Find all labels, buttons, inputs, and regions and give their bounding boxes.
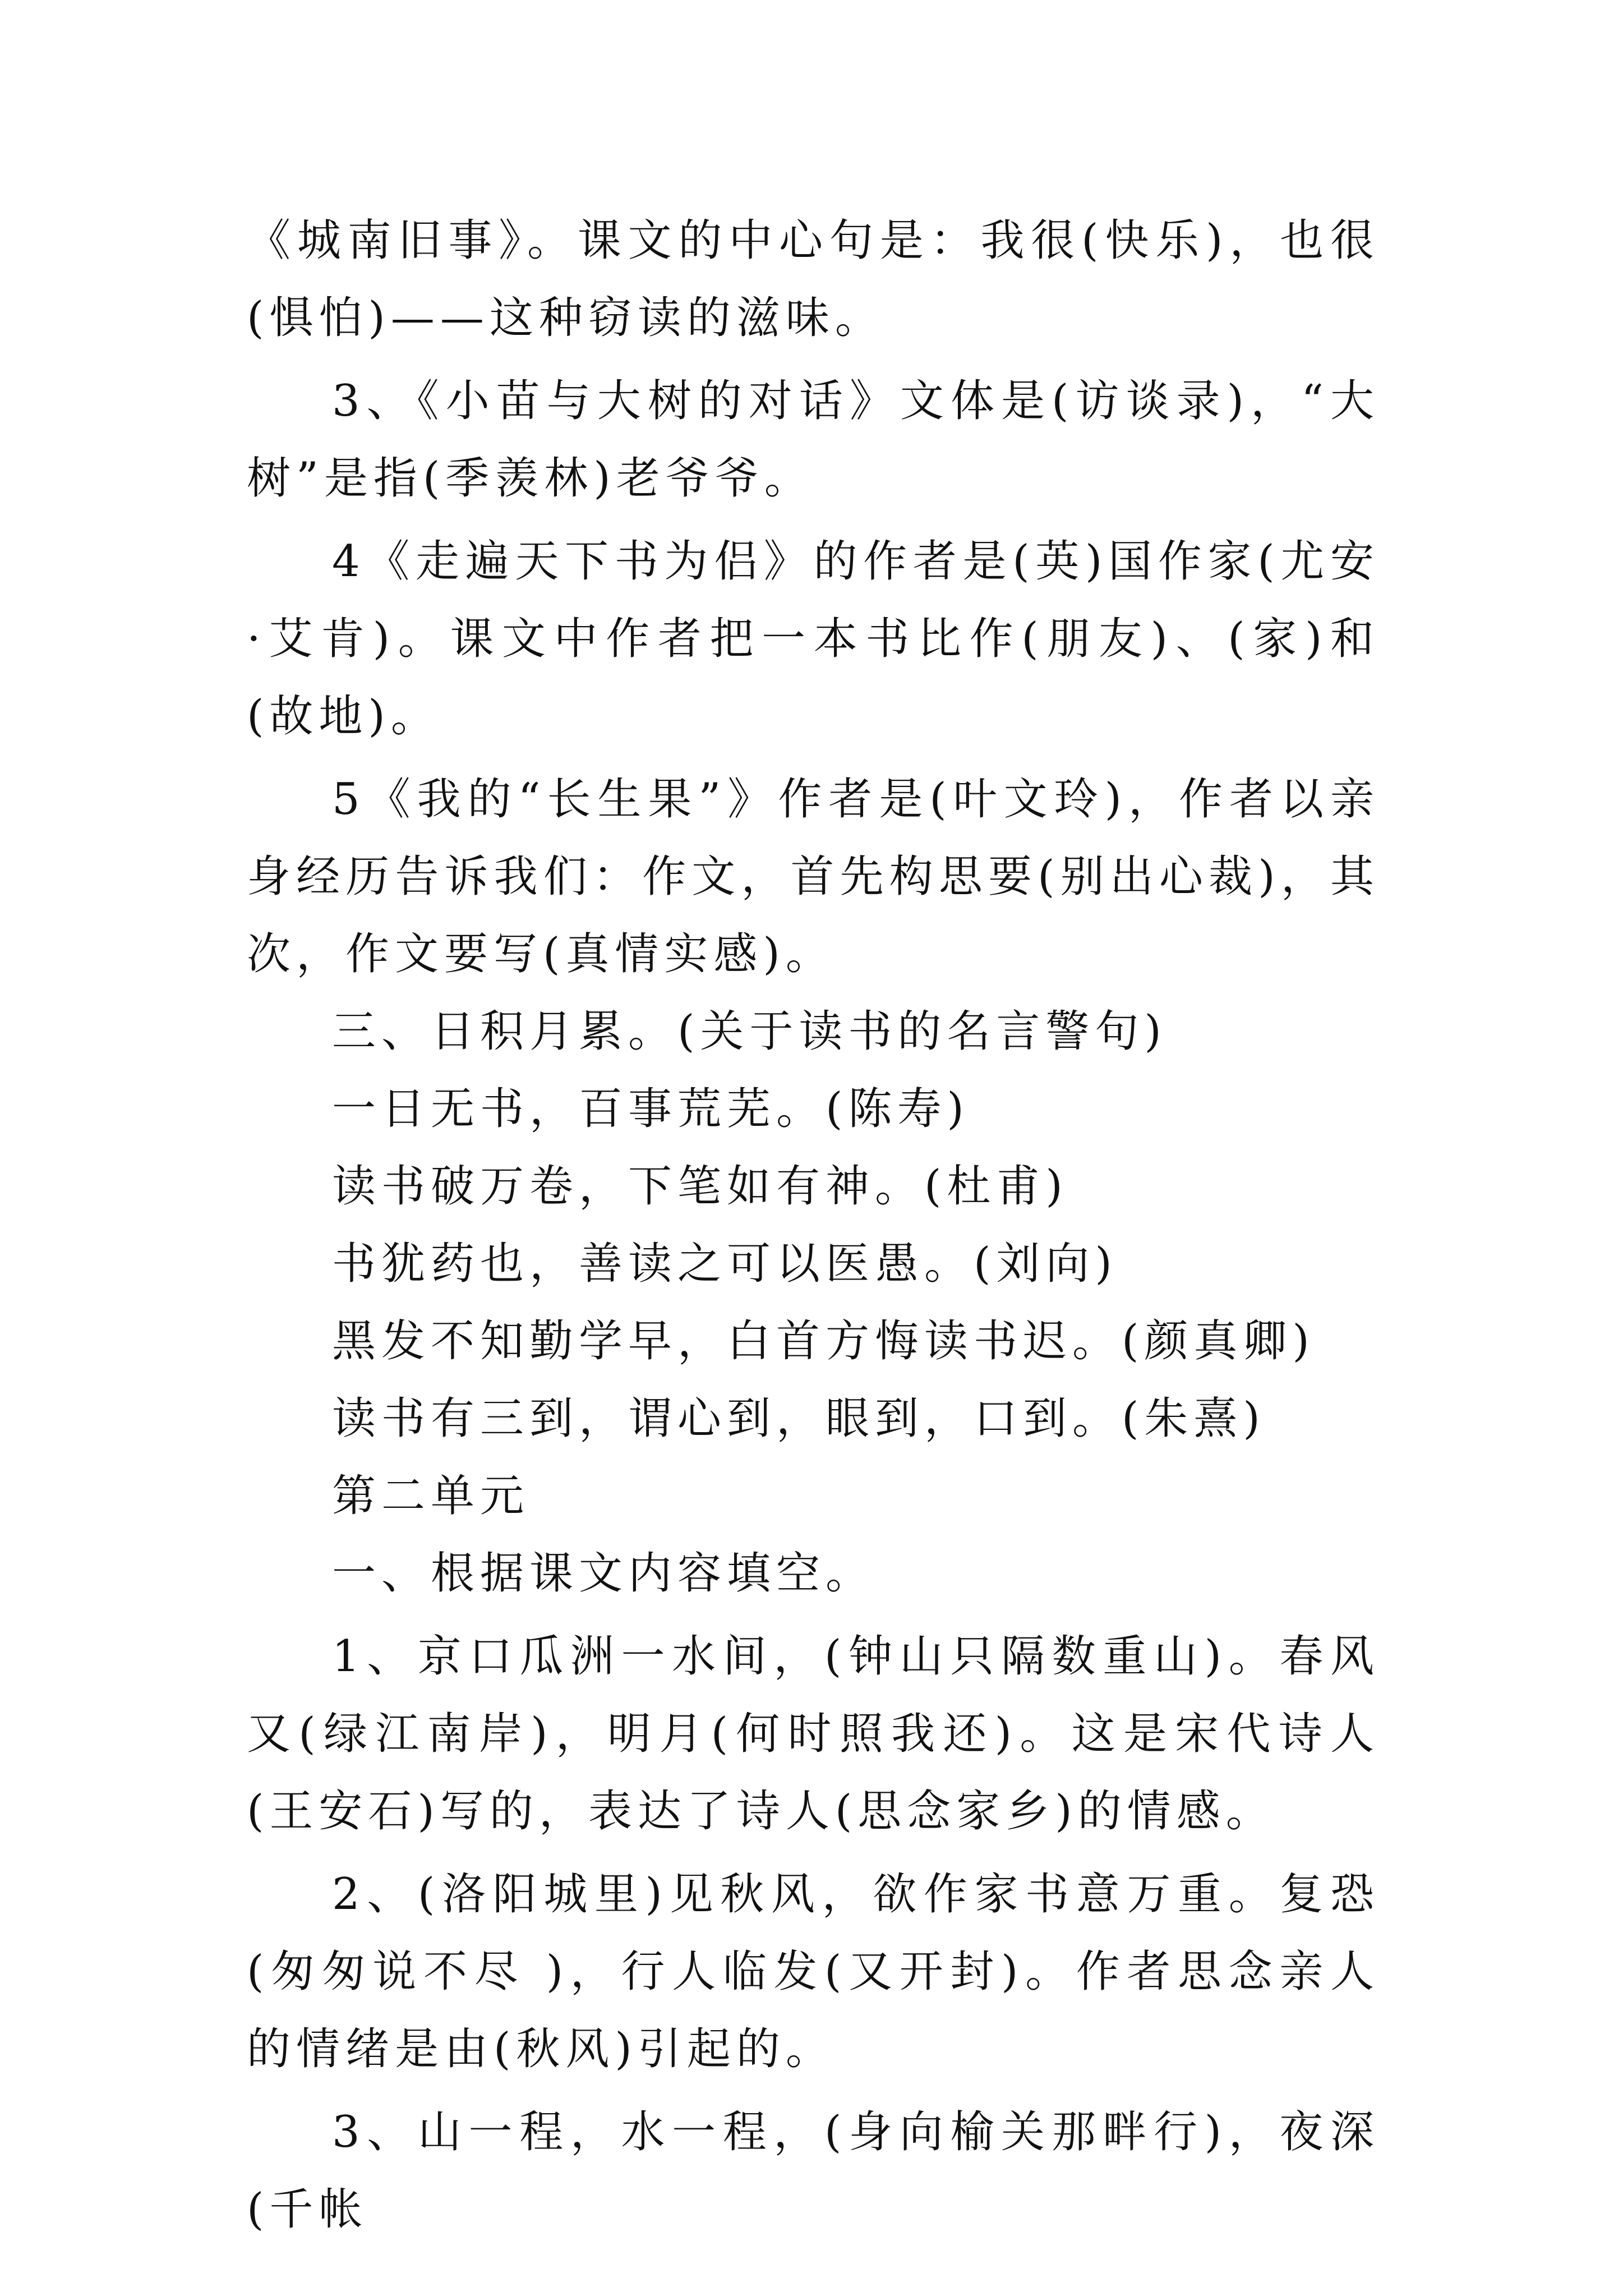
quote-line: 书犹药也，善读之可以医愚。(刘向) [332,1239,1118,1289]
paragraph-item-5: 5《我的“长生果”》作者是(叶文玲)，作者以亲身经历告诉我们：作文，首先构思要(别出心裁)，其次，作文要写(真情实感)。 [247,774,1380,979]
quote-line: 读书有三到，谓心到，眼到，口到。(朱熹) [332,1393,1266,1444]
quote-line: 一日无书，百事荒芜。(陈寿) [332,1084,970,1134]
paragraph-poem-2: 2、(洛阳城里)见秋风，欲作家书意万重。复恐(匆匆说不尽 )，行人临发(又开封)。作者思念亲人的情绪是由(秋风)引起的。 [247,1869,1380,2074]
document-page [247,202,1380,2248]
unit-heading: 第二单元 [332,1471,530,1521]
paragraph-poem-3: 3、山一程，水一程，(身向榆关那畔行)，夜深(千帐 [247,2107,1380,2235]
paragraph-item-3: 3、《小苗与大树的对话》文体是(访谈录)，“大树”是指(季羡林)老爷爷。 [247,376,1380,504]
quote-line: 黑发不知勤学早，白首方悔读书迟。(颜真卿) [332,1316,1315,1366]
section-heading-rijiyuelei: 三、日积月累。(关于读书的名言警句) [332,1006,1167,1057]
paragraph-item-4: 4《走遍天下书为侣》的作者是(英)国作家(尤安·艾肯)。课文中作者把一本书比作(朋友)、(家)和(故地)。 [247,536,1380,742]
quote-line: 读书破万卷，下笔如有神。(杜甫) [332,1161,1068,1212]
paragraph-intro: 《城南旧事》。课文的中心句是：我很(快乐)，也很(惧怕)——这种窃读的滋味。 [247,215,1380,343]
section-heading-fill-blank: 一、根据课文内容填空。 [332,1548,875,1599]
paragraph-poem-1: 1、京口瓜洲一水间，(钟山只隔数重山)。春风又(绿江南岸)，明月(何时照我还)。这是宋代诗人(王安石)写的，表达了诗人(思念家乡)的情感。 [247,1631,1380,1837]
